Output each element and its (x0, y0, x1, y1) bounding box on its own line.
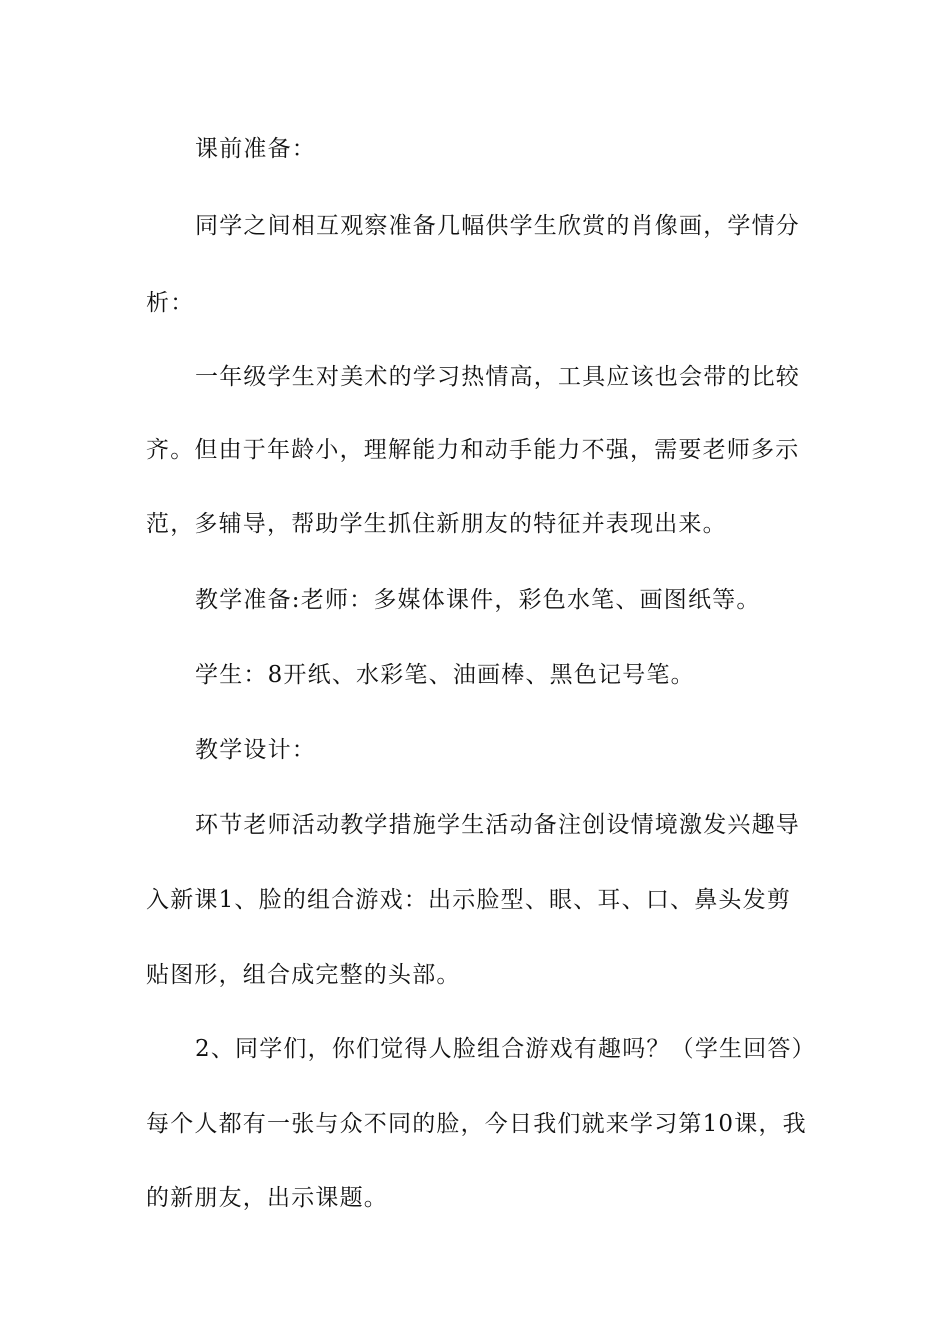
paragraph-line-14: 每个人都有一张与众不同的脸，今日我们就来学习第10课，我 (146, 1111, 807, 1137)
paragraph-line-4: 一年级学生对美术的学习热情高，工具应该也会带的比较 (195, 364, 800, 390)
paragraph-line-3: 析： (146, 290, 195, 316)
paragraph-line-6: 范，多辅导，帮助学生抓住新朋友的特征并表现出来。 (146, 511, 727, 537)
paragraph-line-9: 教学设计： (195, 737, 316, 763)
paragraph-line-1: 课前准备： (195, 136, 316, 162)
paragraph-line-10: 环节老师活动教学措施学生活动备注创设情境激发兴趣导 (195, 812, 800, 838)
paragraph-line-12: 贴图形，组合成完整的头部。 (146, 962, 461, 988)
paragraph-line-13: 2、同学们，你们觉得人脸组合游戏有趣吗？（学生回答） (195, 1036, 816, 1062)
paragraph-line-2: 同学之间相互观察准备几幅供学生欣赏的肖像画，学情分 (195, 213, 800, 239)
paragraph-line-11: 入新课1、脸的组合游戏：出示脸型、眼、耳、口、鼻头发剪 (146, 887, 792, 913)
paragraph-line-5: 齐。但由于年龄小，理解能力和动手能力不强，需要老师多示 (146, 437, 800, 463)
paragraph-line-8: 学生：8开纸、水彩笔、油画棒、黑色记号笔。 (195, 662, 695, 688)
paragraph-line-7: 教学准备:老师：多媒体课件，彩色水笔、画图纸等。 (195, 587, 761, 613)
paragraph-line-15: 的新朋友，出示课题。 (146, 1185, 388, 1211)
